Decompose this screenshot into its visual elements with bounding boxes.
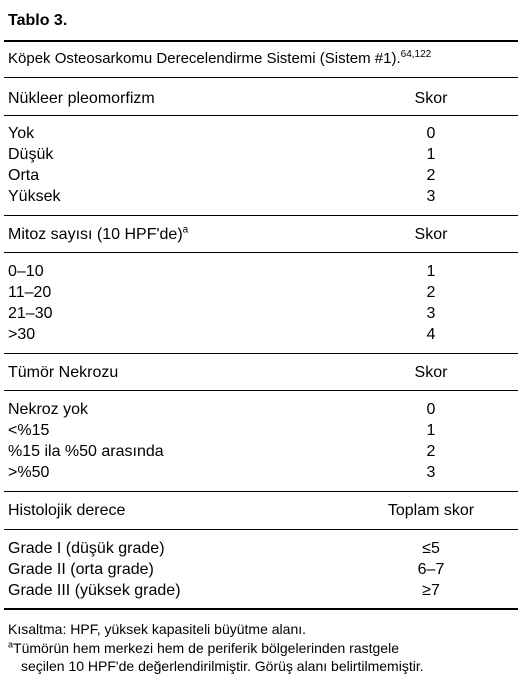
- section-rule: [4, 252, 518, 253]
- table-row: [8, 165, 514, 186]
- table-row: [8, 123, 514, 144]
- row-label: Grade II (orta grade): [8, 561, 154, 578]
- table-row: [8, 282, 514, 303]
- table-row: [8, 559, 514, 580]
- table-title: Tablo 3.: [8, 12, 68, 29]
- header-label: Histolojik derece: [8, 502, 126, 519]
- footnote-a: [8, 640, 399, 656]
- table-row: [8, 324, 514, 345]
- footnote-a-line2: seçilen 10 HPF'de değerlendirilmiştir. Görüş alanı belirtilmemiştir.: [21, 658, 424, 674]
- header-score: Skor: [414, 90, 448, 107]
- table-row: [8, 462, 514, 483]
- table-row: [8, 538, 514, 559]
- row-value: 3: [426, 188, 436, 205]
- header-score: Toplam skor: [387, 502, 475, 519]
- bottom-rule: [4, 608, 518, 610]
- section-rule: [4, 491, 518, 492]
- table-row: [8, 580, 514, 601]
- section-rule: [4, 353, 518, 354]
- row-label: 11–20: [8, 284, 52, 301]
- row-label: Yüksek: [8, 188, 61, 205]
- row-value: 3: [426, 464, 436, 481]
- row-label: <%15: [8, 422, 50, 439]
- section-header: [8, 362, 514, 383]
- caption-refs: 64,122: [400, 49, 432, 60]
- row-label: %15 ila %50 arasında: [8, 443, 164, 460]
- table-row: [8, 441, 514, 462]
- section-header: [8, 88, 514, 109]
- row-value: 2: [426, 167, 436, 184]
- table-row: [8, 303, 514, 324]
- row-value: ≤5: [422, 540, 440, 557]
- table-caption: [8, 50, 431, 67]
- header-score: Skor: [414, 226, 448, 243]
- header-label: Nükleer pleomorfizm: [8, 90, 155, 107]
- row-label: 21–30: [8, 305, 53, 322]
- header-score: Skor: [414, 364, 448, 381]
- row-value: 1: [426, 422, 436, 439]
- table-row: [8, 186, 514, 207]
- row-value: 2: [426, 284, 436, 301]
- section-rule: [4, 215, 518, 216]
- table-row: [8, 399, 514, 420]
- row-value: 6–7: [417, 561, 445, 578]
- section-rule: [4, 390, 518, 391]
- caption-rule: [4, 77, 518, 78]
- row-label: >%50: [8, 464, 50, 481]
- row-label: Yok: [8, 125, 35, 142]
- row-value: ≥7: [422, 582, 440, 599]
- header-label: Mitoz sayısı (10 HPF'de)$^a$: [8, 224, 189, 243]
- table-row: [8, 144, 514, 165]
- section-header: [8, 224, 514, 245]
- row-label: Düşük: [8, 146, 54, 163]
- table-row: [8, 420, 514, 441]
- section-header: [8, 500, 514, 521]
- row-value: 1: [426, 263, 436, 280]
- footnote-abbreviation: Kısaltma: HPF, yüksek kapasiteli büyütme alanı.: [8, 621, 307, 637]
- row-value: 3: [426, 305, 436, 322]
- footnote-a-line1: Tümörün hem merkezi hem de periferik bölgelerinden rastgele: [13, 640, 399, 656]
- row-value: 2: [426, 443, 436, 460]
- row-value: 4: [426, 326, 436, 343]
- row-label: 0–10: [8, 263, 44, 280]
- table-row: [8, 261, 514, 282]
- caption-text: Köpek Osteosarkomu Derecelendirme Sistemi (Sistem #1).: [8, 50, 401, 67]
- row-label: Nekroz yok: [8, 401, 89, 418]
- row-value: 0: [426, 125, 436, 142]
- footnote-mark: a: [8, 639, 14, 650]
- section-rule: [4, 115, 518, 116]
- header-label: Tümör Nekrozu: [8, 364, 119, 381]
- row-value: 1: [426, 146, 436, 163]
- row-label: Orta: [8, 167, 40, 184]
- row-value: 0: [426, 401, 436, 418]
- row-label: Grade I (düşük grade): [8, 540, 165, 557]
- row-label: Grade III (yüksek grade): [8, 582, 181, 599]
- section-rule: [4, 529, 518, 530]
- top-rule: [4, 40, 518, 42]
- row-label: >30: [8, 326, 36, 343]
